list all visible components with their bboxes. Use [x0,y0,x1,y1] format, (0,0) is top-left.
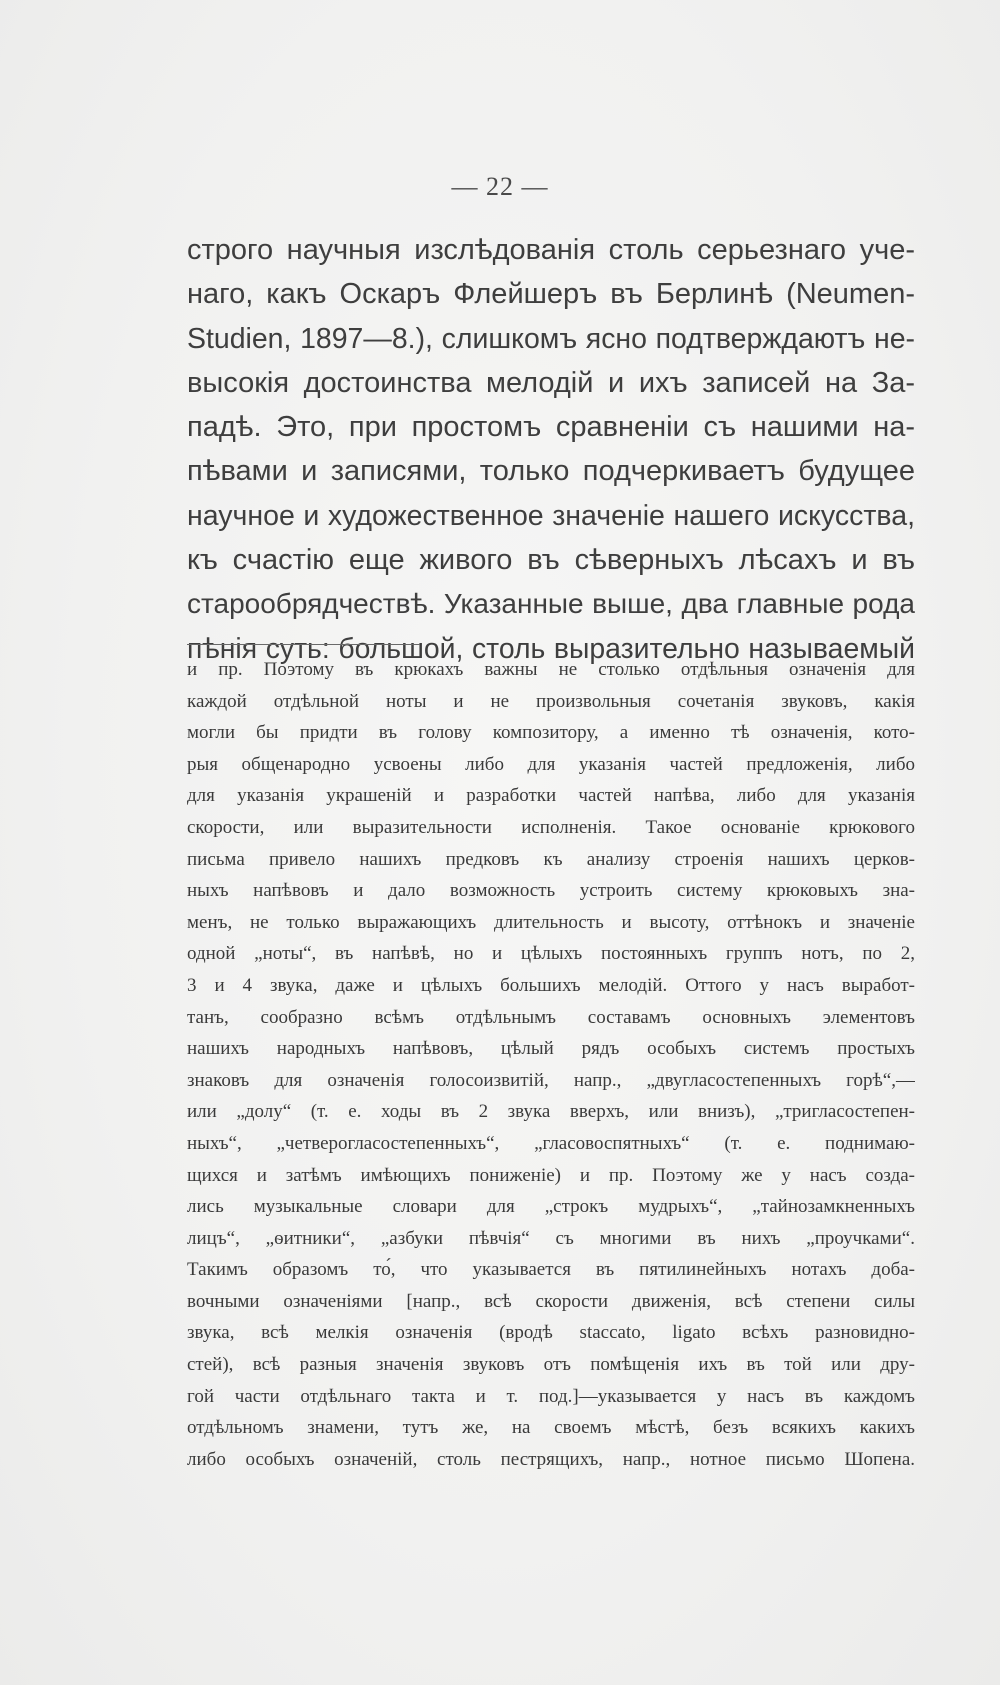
footnote-separator [187,644,420,645]
main-text-line: старообрядчествѣ. Указанные выше, два главные рода [187,588,915,620]
footnote-line: ныхъ“, „четверогласостепенныхъ“, „гласовоспятныхъ“ (т. е. поднимаю- [187,1132,915,1154]
main-text-line: наго, какъ Оскаръ Флейшеръ въ Берлинѣ (Neumen- [187,278,915,311]
footnote-line: для указанія украшеній и разработки частей напѣва, либо для указанія [187,785,915,807]
main-text-line: строго научныя изслѣдованія столь серьезнаго уче- [187,234,915,266]
footnote-line: стей), всѣ разныя значенія звуковъ отъ помѣщенія ихъ въ той или дру- [187,1354,915,1376]
footnote-line: звука, всѣ мелкія означенія (вродѣ staccato, ligato всѣхъ разновидно- [187,1322,915,1344]
page-number: — 22 — [451,172,549,201]
footnote-line: щихся и затѣмъ имѣющихъ пониженіе) и пр. Поэтому же у насъ созда- [187,1164,915,1186]
footnote-line: знаковъ для означенія голосоизвитій, напр., „двугласостепенныхъ горѣ“,— [187,1069,915,1091]
footnote-line: менъ, не только выражающихъ длительность и высоту, оттѣнокъ и значеніе [187,911,915,933]
footnote-line: лись музыкальные словари для „строкъ мудрыхъ“, „тайнозамкненныхъ [187,1196,915,1218]
main-text-line: падѣ. Это, при простомъ сравненіи съ нашими на- [187,411,915,444]
footnote-line: могли бы придти въ голову композитору, а именно тѣ означенія, кото- [187,722,915,744]
footnote-line: лицъ“, „ѳитники“, „азбуки пѣвчія“ съ многими въ нихъ „проучками“. [187,1227,915,1249]
main-text-line: пѣвами и записями, только подчеркиваетъ будущее [187,455,915,488]
footnote-line: гой части отдѣльнаго такта и т. под.]—указывается у насъ въ каждомъ [187,1385,915,1407]
footnote-line: танъ, сообразно всѣмъ отдѣльнымъ составамъ основныхъ элементовъ [187,1006,915,1028]
footnote-line: скорости, или выразительности исполненія. Такое основаніе крюкового [187,816,915,838]
main-text-line: пѣнія суть: большой, столь выразительно называемый [187,632,915,665]
footnote-line: рыя общенародно усвоены либо для указанія частей предложенія, либо [187,753,915,775]
footnote-line: одной „ноты“, въ напѣвѣ, но и цѣлыхъ постоянныхъ группъ нотъ, по 2, [187,943,915,965]
main-text-line: научное и художественное значеніе нашего искусства, [187,499,915,532]
footnote-line: письма привело нашихъ предковъ къ анализу строенія нашихъ церков- [187,848,915,870]
footnote-text [187,654,915,1475]
footnote-line: нашихъ народныхъ напѣвовъ, цѣлый рядъ особыхъ системъ простыхъ [187,1038,915,1060]
footnote-line: и пр. Поэтому въ крюкахъ важны не столько отдѣльныя означенія для [187,659,915,680]
footnote-line: ныхъ напѣвовъ и дало возможность устроить систему крюковыхъ зна- [187,880,915,902]
footnote-line: 3 и 4 звука, даже и цѣлыхъ большихъ мелодій. Оттого у насъ выработ- [187,974,915,996]
main-text [187,228,915,671]
footnote-line: или „долу“ (т. е. ходы въ 2 звука вверхъ, или внизъ), „тригласостепен- [187,1101,915,1123]
main-text-line: высокія достоинства мелодій и ихъ записей на За- [187,366,915,399]
main-text-line: Studien, 1897—8.), слишкомъ ясно подтверждаютъ не- [187,322,915,355]
footnote-line: каждой отдѣльной ноты и не произвольныя сочетанія звуковъ, какія [187,690,915,712]
footnote-line: либо особыхъ означеній, столь пестрящихъ, напр., нотное письмо Шопена. [187,1448,915,1470]
main-text-line: къ счастію еще живого въ сѣверныхъ лѣсахъ и въ [187,544,915,577]
footnote-line: Такимъ образомъ то́, что указывается въ пятилинейныхъ нотахъ доба- [187,1259,915,1281]
footnote-line: отдѣльномъ знамени, тутъ же, на своемъ мѣстѣ, безъ всякихъ какихъ [187,1417,915,1439]
footnote-line: вочными означеніями [напр., всѣ скорости движенія, всѣ степени силы [187,1290,915,1312]
